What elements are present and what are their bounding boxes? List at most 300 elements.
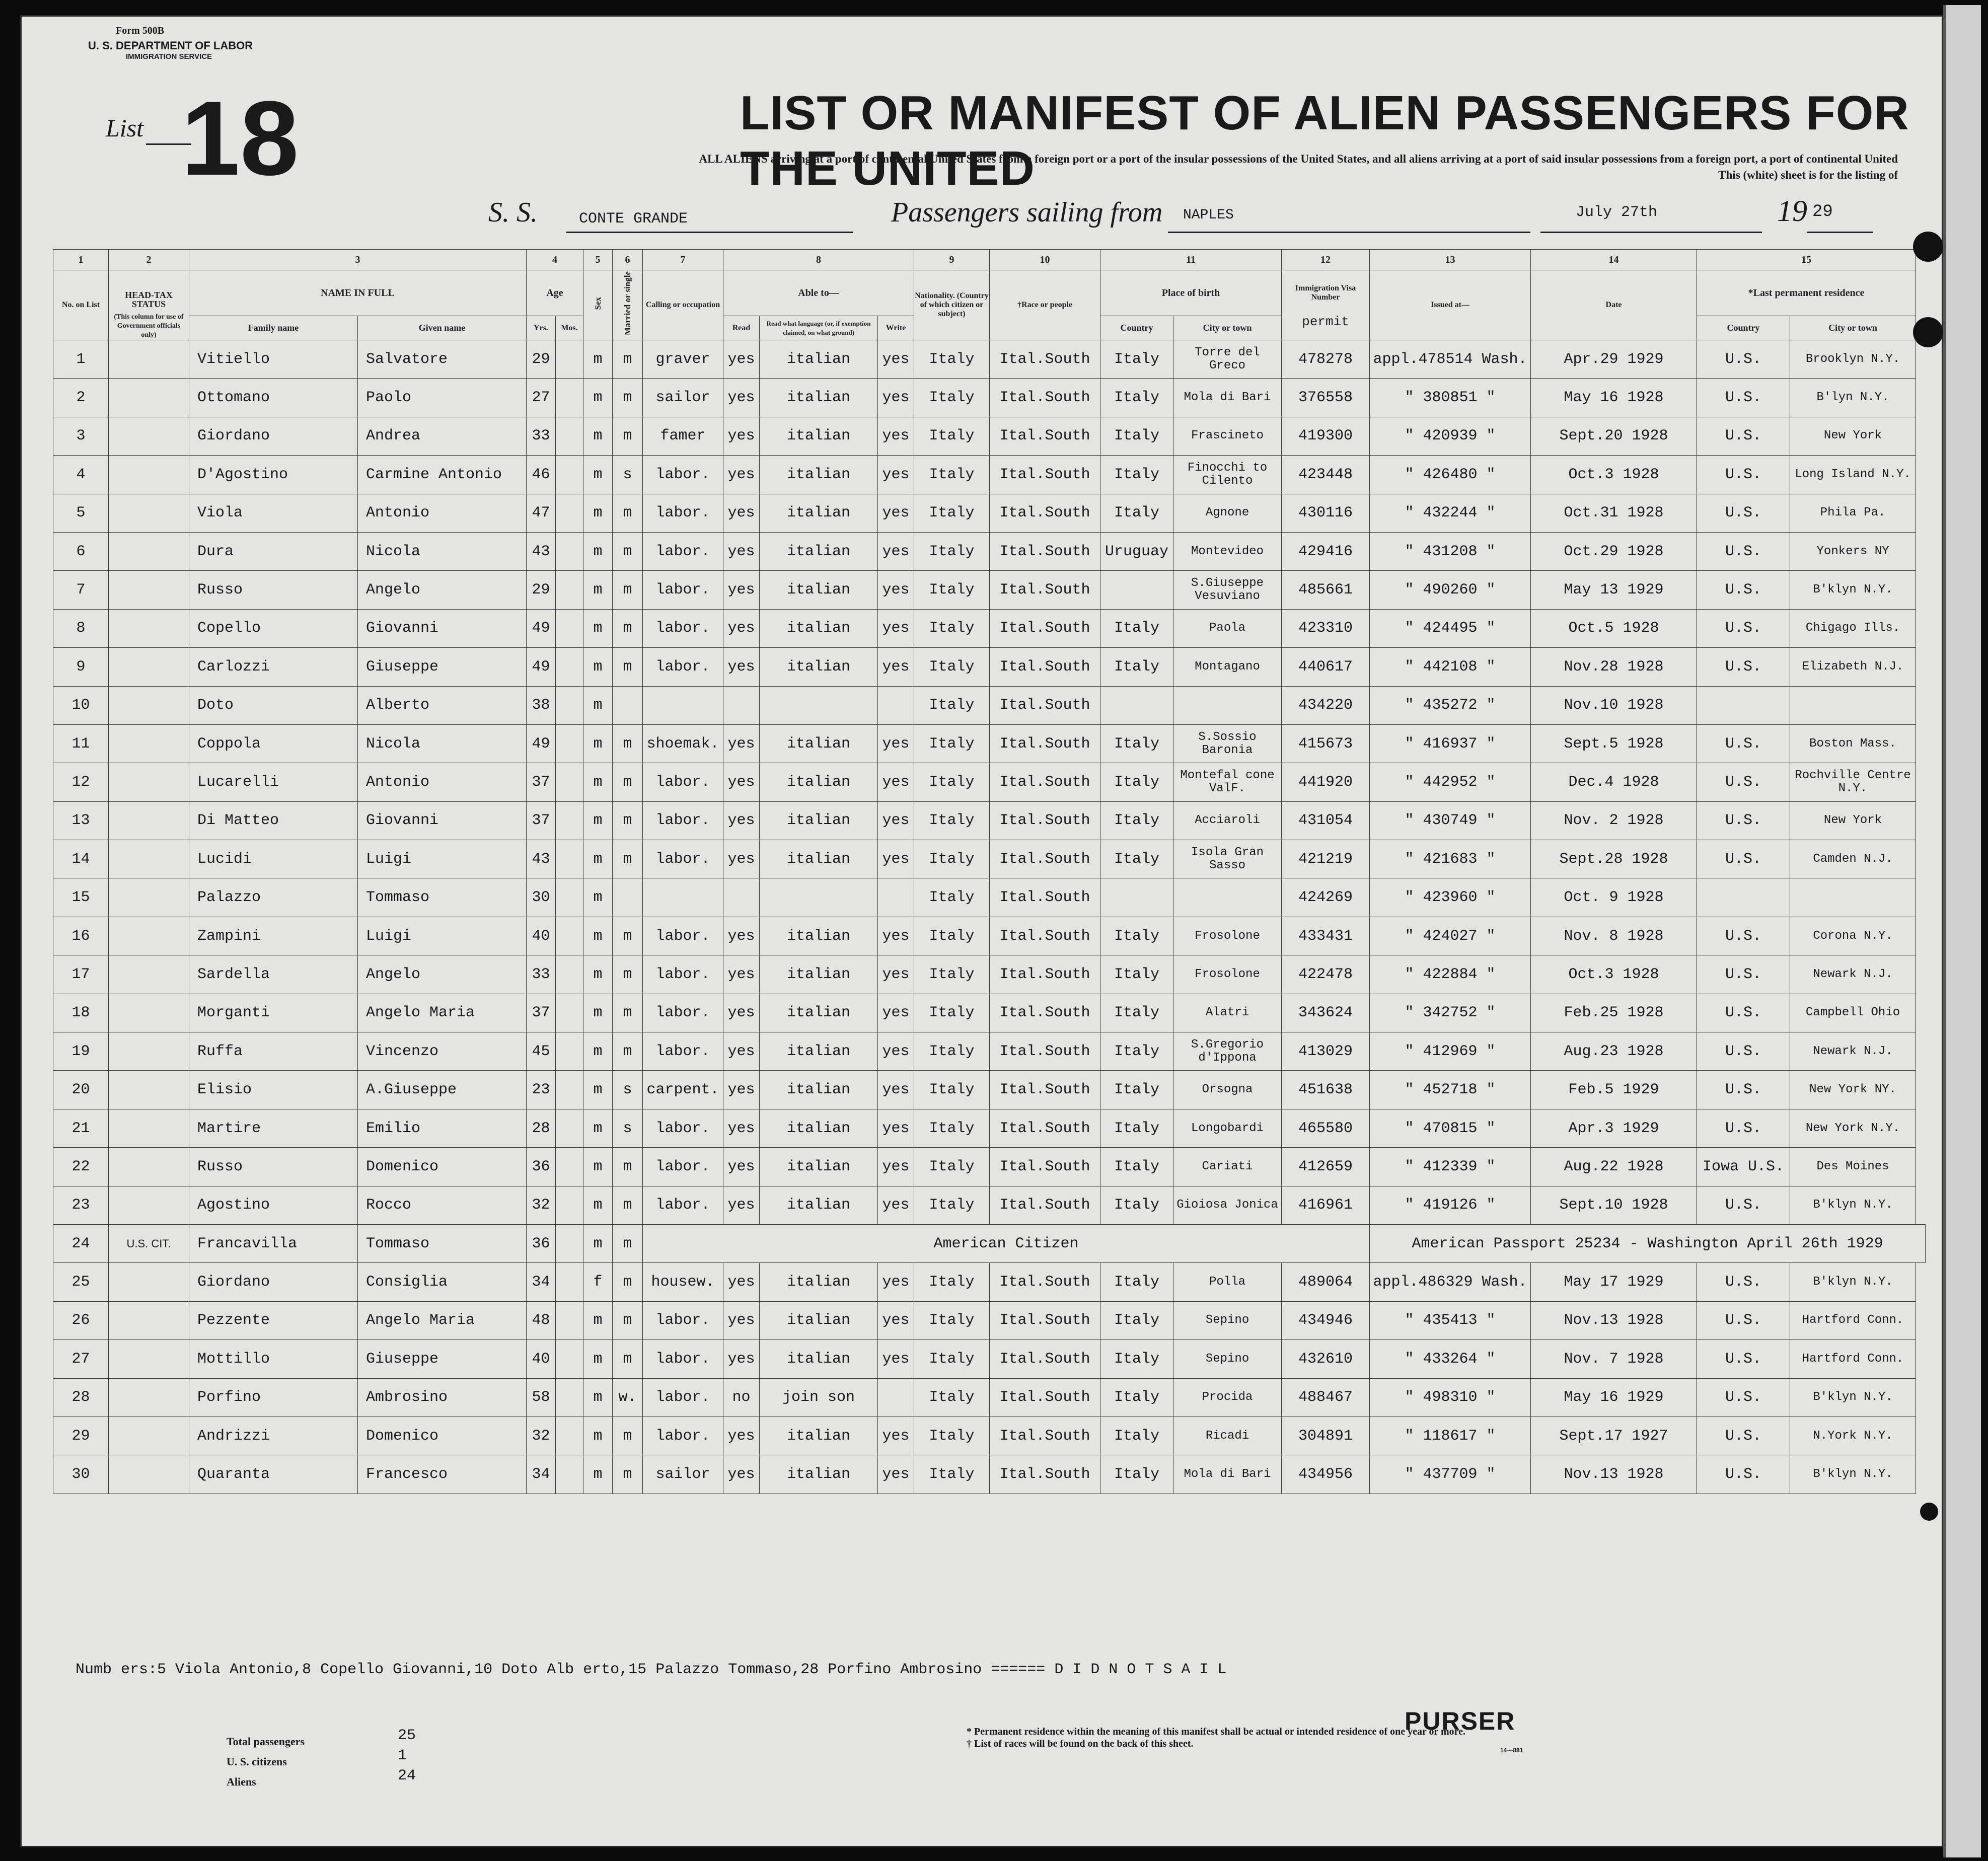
cell-visa: 434946: [1282, 1301, 1370, 1339]
punch-hole: [1913, 232, 1943, 262]
cell-married: m: [613, 494, 643, 532]
col-res-city: City or town: [1790, 316, 1916, 340]
cell-issued-at: " 470815 ": [1370, 1109, 1531, 1147]
cell-birth-city: S.Giuseppe Vesuviano: [1173, 571, 1282, 609]
cell-head-tax: [109, 609, 189, 647]
cell-issued-at: " 421683 ": [1370, 840, 1531, 878]
cell-birth-city: Ricadi: [1173, 1417, 1282, 1455]
cell-head-tax: [109, 379, 189, 417]
col-place-of-birth: Place of birth: [1100, 270, 1282, 316]
cell-family-name: Doto: [189, 686, 358, 724]
cell-given-name: Luigi: [358, 840, 527, 878]
cell-head-tax: [109, 955, 189, 994]
cell-read: yes: [723, 340, 760, 379]
cell-res-country: [1697, 686, 1790, 724]
cell-race: Ital.South: [990, 1455, 1100, 1494]
department: U. S. DEPARTMENT OF LABOR: [88, 39, 253, 52]
cell-issued-at: " 442108 ": [1370, 648, 1531, 686]
cell-birth-country: Italy: [1100, 1148, 1173, 1186]
cell-nationality: Italy: [914, 955, 990, 994]
col-name-in-full: NAME IN FULL: [189, 270, 527, 316]
cell-read: yes: [723, 1148, 760, 1186]
cell-write: yes: [878, 1417, 914, 1455]
aliens: 24: [398, 1767, 416, 1784]
sailing-date: July 27th: [1576, 204, 1658, 221]
cell-res-city: Long Island N.Y.: [1790, 456, 1916, 494]
cell-read: yes: [723, 724, 760, 763]
cell-occupation: labor.: [643, 648, 723, 686]
cell-occupation: shoemak.: [643, 724, 723, 763]
cell-res-city: New York: [1790, 801, 1916, 840]
form-number: Form 500B: [116, 25, 165, 36]
cell-res-country: U.S.: [1697, 1032, 1790, 1071]
cell-age-mos: [556, 801, 583, 840]
cell-occupation: labor.: [643, 1186, 723, 1224]
cell-res-country: U.S.: [1697, 1417, 1790, 1455]
cell-birth-country: Italy: [1100, 801, 1173, 840]
cell-age-yrs: 33: [527, 417, 556, 455]
cell-no: 30: [53, 1455, 109, 1494]
cell-no: 10: [53, 686, 109, 724]
cell-res-city: [1790, 686, 1916, 724]
col-birth-country: Country: [1100, 316, 1173, 340]
cell-race: Ital.South: [990, 994, 1100, 1032]
cell-family-name: Palazzo: [189, 878, 358, 917]
cell-sex: m: [583, 609, 613, 647]
table-row: [53, 878, 1926, 917]
cell-write: yes: [878, 1032, 914, 1071]
cell-write: yes: [878, 532, 914, 570]
cell-res-city: New York: [1790, 417, 1916, 455]
cell-write: [878, 1378, 914, 1417]
cell-family-name: Vitiello: [189, 340, 358, 379]
cell-married: m: [613, 994, 643, 1032]
cell-occupation: famer: [643, 417, 723, 455]
cell-nationality: Italy: [914, 763, 990, 801]
cell-age-mos: [556, 456, 583, 494]
cell-family-name: Russo: [189, 571, 358, 609]
cell-birth-city: Mola di Bari: [1173, 379, 1282, 417]
cell-birth-country: Uruguay: [1100, 532, 1173, 570]
cell-race: Ital.South: [990, 1417, 1100, 1455]
cell-sex: m: [583, 340, 613, 379]
cell-age-yrs: 23: [527, 1071, 556, 1109]
cell-visa: 304891: [1282, 1417, 1370, 1455]
cell-age-mos: [556, 763, 583, 801]
cell-family-name: Carlozzi: [189, 648, 358, 686]
sailing-from-label: Passengers sailing from: [891, 197, 1163, 228]
cell-read-language: italian: [760, 1340, 878, 1378]
cell-sex: m: [583, 801, 613, 840]
cell-birth-country: Italy: [1100, 417, 1173, 455]
cell-visa: 465580: [1282, 1109, 1370, 1147]
cell-race: Ital.South: [990, 417, 1100, 455]
table-row: [53, 917, 1926, 955]
col-res-country: Country: [1697, 316, 1790, 340]
cell-occupation: labor.: [643, 1148, 723, 1186]
cell-no: 8: [53, 609, 109, 647]
cell-read-language: italian: [760, 571, 878, 609]
cell-read: yes: [723, 1071, 760, 1109]
cell-birth-city: Orsogna: [1173, 1071, 1282, 1109]
cell-visa: 422478: [1282, 955, 1370, 994]
cell-date: Nov.28 1928: [1531, 648, 1697, 686]
cell-birth-country: Italy: [1100, 1032, 1173, 1071]
cell-date: Oct.31 1928: [1531, 494, 1697, 532]
cell-race: Ital.South: [990, 648, 1100, 686]
cell-nationality: Italy: [914, 1071, 990, 1109]
cell-occupation: labor.: [643, 840, 723, 878]
col-age: Age: [527, 270, 583, 316]
col-last-residence: *Last permanent residence: [1697, 270, 1916, 316]
cell-occupation: labor.: [643, 1340, 723, 1378]
cell-visa: 376558: [1282, 379, 1370, 417]
cell-no: 3: [53, 417, 109, 455]
cell-occupation: labor.: [643, 917, 723, 955]
purser-stamp: PURSER: [1405, 1707, 1516, 1735]
cell-age-mos: [556, 724, 583, 763]
cell-no: 24: [53, 1224, 109, 1262]
cell-head-tax: [109, 878, 189, 917]
cell-age-yrs: 36: [527, 1148, 556, 1186]
cell-no: 23: [53, 1186, 109, 1224]
cell-race: Ital.South: [990, 763, 1100, 801]
cell-issued-at: " 424495 ": [1370, 609, 1531, 647]
table-row: [53, 648, 1926, 686]
table-row: [53, 1417, 1926, 1455]
subtitle-line-1: ALL ALIENS arriving at a port of continental United States from a foreign port or a port of the insular possessions of the United States, and all aliens arriving at a port of said insular possessions from a foreign port, a port of continental United: [699, 153, 1898, 165]
cell-married: m: [613, 609, 643, 647]
cell-nationality: Italy: [914, 1378, 990, 1417]
cell-age-yrs: 28: [527, 1109, 556, 1147]
cell-write: yes: [878, 379, 914, 417]
cell-no: 6: [53, 532, 109, 570]
cell-birth-country: Italy: [1100, 994, 1173, 1032]
cell-read-language: italian: [760, 1263, 878, 1301]
cell-visa: 440617: [1282, 648, 1370, 686]
col-read-lang: Read what language (or, if exemption claimed, on what ground): [760, 316, 878, 340]
cell-given-name: Angelo: [358, 955, 527, 994]
cell-no: 2: [53, 379, 109, 417]
cell-nationality: Italy: [914, 340, 990, 379]
cell-visa: 451638: [1282, 1071, 1370, 1109]
form-code: 14—881: [1500, 1747, 1523, 1754]
cell-occupation: labor.: [643, 955, 723, 994]
cell-nationality: Italy: [914, 494, 990, 532]
cell-married: m: [613, 532, 643, 570]
cell-read-language: italian: [760, 955, 878, 994]
cell-race: Ital.South: [990, 917, 1100, 955]
cell-res-city: Newark N.J.: [1790, 1032, 1916, 1071]
total-passengers-label: Total passengers: [227, 1735, 305, 1748]
cell-visa: 423310: [1282, 609, 1370, 647]
cell-no: 25: [53, 1263, 109, 1301]
cell-birth-country: Italy: [1100, 917, 1173, 955]
cell-given-name: Angelo: [358, 571, 527, 609]
cell-read: yes: [723, 1263, 760, 1301]
cell-write: yes: [878, 1186, 914, 1224]
cell-family-name: Elisio: [189, 1071, 358, 1109]
cell-issued-at: " 432244 ": [1370, 494, 1531, 532]
cell-res-city: Elizabeth N.J.: [1790, 648, 1916, 686]
cell-no: 11: [53, 724, 109, 763]
aliens-label: Aliens: [227, 1775, 256, 1788]
cell-no: 26: [53, 1301, 109, 1339]
cell-age-yrs: 46: [527, 456, 556, 494]
cell-date: Sept.20 1928: [1531, 417, 1697, 455]
cell-sex: m: [583, 1417, 613, 1455]
cell-issued-at: " 412339 ": [1370, 1148, 1531, 1186]
cell-res-country: U.S.: [1697, 840, 1790, 878]
col-date: Date: [1531, 270, 1697, 340]
cell-given-name: Giovanni: [358, 609, 527, 647]
table-row: [53, 494, 1926, 532]
cell-birth-country: Italy: [1100, 1263, 1173, 1301]
cell-res-city: Newark N.J.: [1790, 955, 1916, 994]
cell-read: yes: [723, 763, 760, 801]
cell-nationality: Italy: [914, 1417, 990, 1455]
cell-write: yes: [878, 1455, 914, 1494]
cell-sex: m: [583, 1109, 613, 1147]
cell-date: Feb.25 1928: [1531, 994, 1697, 1032]
cell-given-name: Giuseppe: [358, 1340, 527, 1378]
cell-birth-city: S.Gregorio d'Ippona: [1173, 1032, 1282, 1071]
cell-visa: 416961: [1282, 1186, 1370, 1224]
cell-visa: 478278: [1282, 340, 1370, 379]
cell-age-yrs: 48: [527, 1301, 556, 1339]
cell-given-name: Nicola: [358, 724, 527, 763]
cell-sex: f: [583, 1263, 613, 1301]
cell-age-mos: [556, 1263, 583, 1301]
cell-read: yes: [723, 955, 760, 994]
cell-given-name: Alberto: [358, 686, 527, 724]
cell-age-mos: [556, 1301, 583, 1339]
cell-married: m: [613, 648, 643, 686]
cell-read-language: italian: [760, 648, 878, 686]
cell-married: m: [613, 1417, 643, 1455]
cell-visa: 432610: [1282, 1340, 1370, 1378]
cell-birth-country: Italy: [1100, 340, 1173, 379]
cell-no: 9: [53, 648, 109, 686]
cell-read: yes: [723, 532, 760, 570]
cell-read: yes: [723, 571, 760, 609]
cell-occupation: labor.: [643, 1417, 723, 1455]
cell-age-yrs: 29: [527, 340, 556, 379]
cell-race: Ital.South: [990, 955, 1100, 994]
cell-read-language: [760, 686, 878, 724]
cell-head-tax: [109, 1032, 189, 1071]
cell-nationality: Italy: [914, 840, 990, 878]
cell-head-tax: U.S. CIT.: [109, 1224, 189, 1262]
cell-sex: m: [583, 532, 613, 570]
cell-head-tax: [109, 840, 189, 878]
cell-race: Ital.South: [990, 840, 1100, 878]
cell-visa: 419300: [1282, 417, 1370, 455]
cell-birth-city: Alatri: [1173, 994, 1282, 1032]
table-row: [53, 417, 1926, 455]
cell-birth-city: Torre del Greco: [1173, 340, 1282, 379]
cell-res-city: B'klyn N.Y.: [1790, 1378, 1916, 1417]
table-row: [53, 1071, 1926, 1109]
cell-age-yrs: 49: [527, 724, 556, 763]
cell-head-tax: [109, 1340, 189, 1378]
cell-married: m: [613, 417, 643, 455]
cell-head-tax: [109, 801, 189, 840]
cell-visa: 489064: [1282, 1263, 1370, 1301]
cell-res-country: U.S.: [1697, 648, 1790, 686]
cell-date: Nov.13 1928: [1531, 1301, 1697, 1339]
cell-res-city: Yonkers NY: [1790, 532, 1916, 570]
cell-sex: m: [583, 1301, 613, 1339]
cell-family-name: Zampini: [189, 917, 358, 955]
cell-head-tax: [109, 532, 189, 570]
cell-issued-at: " 412969 ": [1370, 1032, 1531, 1071]
cell-date: Sept.10 1928: [1531, 1186, 1697, 1224]
cell-res-city: Camden N.J.: [1790, 840, 1916, 878]
cell-occupation: sailor: [643, 1455, 723, 1494]
cell-occupation: labor.: [643, 763, 723, 801]
cell-occupation: labor.: [643, 801, 723, 840]
cell-head-tax: [109, 417, 189, 455]
cell-write: yes: [878, 1071, 914, 1109]
column-number-row: 1 2 3 4 5 6 7 8 9 10 11 12 13 14 15: [53, 250, 1926, 270]
cell-read: yes: [723, 801, 760, 840]
cell-occupation: graver: [643, 340, 723, 379]
cell-visa: 423448: [1282, 456, 1370, 494]
cell-sex: m: [583, 648, 613, 686]
table-row: [53, 763, 1926, 801]
cell-res-country: U.S.: [1697, 1340, 1790, 1378]
cell-read: yes: [723, 417, 760, 455]
cell-age-mos: [556, 494, 583, 532]
table-row: [53, 571, 1926, 609]
cell-res-city: B'klyn N.Y.: [1790, 1263, 1916, 1301]
subtitle-line-2: This (white) sheet is for the listing of: [1718, 169, 1898, 181]
cell-date: Sept.5 1928: [1531, 724, 1697, 763]
cell-family-name: D'Agostino: [189, 456, 358, 494]
cell-write: yes: [878, 609, 914, 647]
table-row: [53, 1378, 1926, 1417]
cell-res-city: B'klyn N.Y.: [1790, 571, 1916, 609]
cell-age-mos: [556, 1340, 583, 1378]
cell-write: yes: [878, 840, 914, 878]
cell-given-name: Luigi: [358, 917, 527, 955]
cell-married: s: [613, 456, 643, 494]
cell-read: yes: [723, 456, 760, 494]
cell-date: Nov. 2 1928: [1531, 801, 1697, 840]
cell-married: m: [613, 1301, 643, 1339]
cell-sex: m: [583, 1032, 613, 1071]
cell-given-name: Antonio: [358, 763, 527, 801]
cell-res-country: U.S.: [1697, 763, 1790, 801]
cell-write: [878, 878, 914, 917]
cell-race: Ital.South: [990, 724, 1100, 763]
cell-read: yes: [723, 609, 760, 647]
cell-given-name: Andrea: [358, 417, 527, 455]
cell-date: Feb.5 1929: [1531, 1071, 1697, 1109]
cell-visa: 434956: [1282, 1455, 1370, 1494]
cell-head-tax: [109, 994, 189, 1032]
cell-birth-city: Frosolone: [1173, 955, 1282, 994]
cell-date: Oct.29 1928: [1531, 532, 1697, 570]
cell-race: Ital.South: [990, 456, 1100, 494]
cell-issued-at: " 118617 ": [1370, 1417, 1531, 1455]
cell-visa: 421219: [1282, 840, 1370, 878]
col-visa: Immigration Visa Number permit: [1282, 270, 1370, 340]
manifest-table: [53, 249, 1926, 1494]
us-citizens: 1: [398, 1747, 407, 1764]
cell-age-mos: [556, 379, 583, 417]
cell-birth-city: Polla: [1173, 1263, 1282, 1301]
cell-birth-city: Isola Gran Sasso: [1173, 840, 1282, 878]
cell-birth-city: Agnone: [1173, 494, 1282, 532]
cell-age-mos: [556, 1148, 583, 1186]
cell-married: m: [613, 724, 643, 763]
passenger-rows: [53, 340, 1926, 1494]
cell-res-country: U.S.: [1697, 1378, 1790, 1417]
cell-date: Sept.28 1928: [1531, 840, 1697, 878]
cell-birth-country: Italy: [1100, 1455, 1173, 1494]
list-label: List: [106, 114, 144, 142]
cell-write: yes: [878, 1340, 914, 1378]
table-row: [53, 1148, 1926, 1186]
cell-write: yes: [878, 1109, 914, 1147]
cell-res-city: B'klyn N.Y.: [1790, 1455, 1916, 1494]
cell-read-language: italian: [760, 1417, 878, 1455]
cell-res-city: B'lyn N.Y.: [1790, 379, 1916, 417]
cell-family-name: Martire: [189, 1109, 358, 1147]
cell-sex: m: [583, 763, 613, 801]
cell-read: yes: [723, 379, 760, 417]
cell-write: yes: [878, 955, 914, 994]
cell-birth-city: Acciaroli: [1173, 801, 1282, 840]
table-row: [53, 1263, 1926, 1301]
cell-nationality: Italy: [914, 648, 990, 686]
cell-given-name: Angelo Maria: [358, 994, 527, 1032]
cell-given-name: Vincenzo: [358, 1032, 527, 1071]
cell-head-tax: [109, 1263, 189, 1301]
cell-sex: m: [583, 1378, 613, 1417]
cell-read-language: italian: [760, 801, 878, 840]
cell-birth-city: Frosolone: [1173, 917, 1282, 955]
cell-nationality: Italy: [914, 878, 990, 917]
cell-read-language: italian: [760, 1148, 878, 1186]
cell-family-name: Giordano: [189, 1263, 358, 1301]
cell-race: Ital.South: [990, 1148, 1100, 1186]
cell-read: yes: [723, 840, 760, 878]
list-number: 18: [181, 79, 299, 197]
cell-date: Nov.10 1928: [1531, 686, 1697, 724]
year-suffix: 29: [1812, 202, 1833, 221]
cell-given-name: A.Giuseppe: [358, 1071, 527, 1109]
cell-married: m: [613, 955, 643, 994]
cell-birth-country: Italy: [1100, 840, 1173, 878]
cell-married: m: [613, 840, 643, 878]
cell-age-yrs: 40: [527, 917, 556, 955]
cell-issued-at: " 424027 ": [1370, 917, 1531, 955]
col-read: Read: [723, 316, 760, 340]
cell-read: yes: [723, 1109, 760, 1147]
cell-date: May 16 1929: [1531, 1378, 1697, 1417]
cell-married: m: [613, 1186, 643, 1224]
cell-read: no: [723, 1378, 760, 1417]
cell-read-language: italian: [760, 1301, 878, 1339]
cell-family-name: Lucidi: [189, 840, 358, 878]
cell-date: Oct. 9 1928: [1531, 878, 1697, 917]
cell-family-name: Morganti: [189, 994, 358, 1032]
cell-res-country: U.S.: [1697, 532, 1790, 570]
cell-res-country: U.S.: [1697, 609, 1790, 647]
